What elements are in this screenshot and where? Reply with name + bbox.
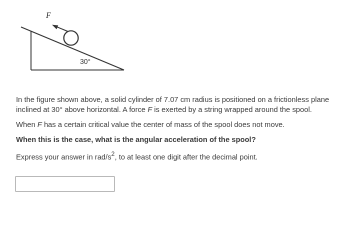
problem-text [16, 95, 346, 168]
answer-input[interactable] [15, 176, 115, 192]
critical-condition-text: When F has a certain critical value the center of mass of the spool does not move. [16, 120, 285, 130]
incline-figure [0, 0, 135, 80]
radius-value: 7.07 [163, 95, 179, 104]
force-label: F [46, 11, 51, 20]
force-symbol-2: F [37, 120, 42, 130]
incline-diagram [0, 0, 135, 80]
force-arrowhead-icon [52, 25, 58, 29]
angle-label: 30° [80, 59, 91, 66]
unit-exponent: 2 [111, 151, 115, 159]
force-string-line [57, 27, 68, 32]
problem-intro: In the figure shown above, a solid cylinder of 7.07 cm radius is positioned on a frictionless plane inclined at 30° above horizontal. A force F is exerted by a string wrapped around the spool. [16, 95, 330, 115]
answer-instruction: Express your answer in rad/$s^2$, to at least one digit after the decimal point. [16, 151, 258, 162]
cylinder-circle [64, 31, 78, 45]
force-symbol: F [147, 105, 153, 115]
incline-angle-value: 30° [51, 105, 63, 115]
question-text: When this is the case, what is the angular acceleration of the spool? [16, 135, 256, 145]
